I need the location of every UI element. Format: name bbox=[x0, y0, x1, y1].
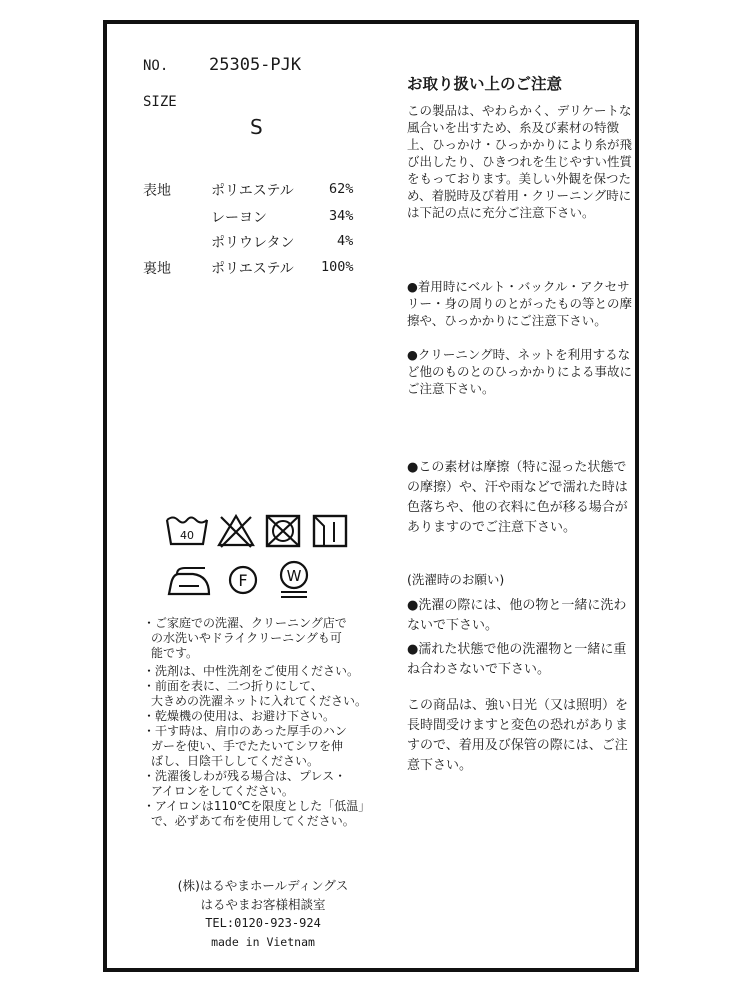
iron-low-icon bbox=[165, 564, 213, 600]
care-note-line: ・干す時は、肩巾のあった厚手のハン bbox=[143, 724, 347, 738]
care-note-line: の水洗いやドライクリーニングも可 bbox=[151, 631, 342, 645]
size-label: SIZE bbox=[143, 94, 177, 110]
company-name: (株)はるやまホールディングス bbox=[177, 878, 349, 893]
company-info bbox=[143, 876, 383, 952]
material-percent: 4% bbox=[337, 233, 354, 249]
country-of-origin: made in Vietnam bbox=[211, 935, 315, 949]
wash-tub-icon bbox=[165, 512, 209, 550]
material-fiber: ポリエステル bbox=[211, 261, 294, 277]
material-part: 表地 bbox=[143, 183, 171, 199]
size-value: S bbox=[250, 115, 263, 139]
no-bleach-icon bbox=[216, 512, 256, 550]
notice-friction-caution: ●この素材は摩擦（特に湿った状態での摩擦）や、汗や雨などで濡れた時は色落ちや、他の衣料に色が移る場合がありますのでご注意下さい。 bbox=[407, 460, 628, 535]
no-tumble-dry-icon bbox=[263, 512, 303, 550]
wet-clean-w-icon bbox=[275, 560, 313, 600]
care-note-line: 能です。 bbox=[151, 646, 199, 660]
care-note-line: ・乾燥機の使用は、お避け下さい。 bbox=[143, 709, 336, 723]
care-label bbox=[103, 20, 639, 972]
material-percent: 100% bbox=[321, 259, 354, 275]
care-note-line: 大きめの洗濯ネットに入れてください。 bbox=[151, 694, 368, 708]
care-note-line: ・洗剤は、中性洗剤をご使用ください。 bbox=[143, 664, 360, 678]
material-fiber: レーヨン bbox=[211, 210, 267, 226]
phone-number: TEL:0120-923-924 bbox=[205, 916, 321, 930]
material-percent: 62% bbox=[329, 181, 354, 197]
material-fiber: ポリウレタン bbox=[211, 235, 295, 251]
care-symbols-row-2 bbox=[165, 560, 313, 604]
care-note-line: ・アイロンは110℃を限度とした「低温」 bbox=[143, 799, 371, 813]
notice-wash-heading: (洗濯時のお願い) bbox=[407, 572, 505, 587]
wet-clean-letter: W bbox=[286, 567, 302, 585]
material-fiber: ポリエステル bbox=[211, 183, 294, 199]
dry-clean-letter: F bbox=[238, 571, 248, 590]
material-part: 裏地 bbox=[143, 261, 171, 277]
wash-temperature: 40 bbox=[180, 529, 194, 542]
care-instructions bbox=[143, 616, 393, 829]
care-note-line: アイロンをしてください。 bbox=[151, 784, 294, 798]
notice-intro: この製品は、やわらかく、デリケートな風合いを出すため、糸及び素材の特徴上、ひっかけ・ひっかかりにより糸が飛び出したり、ひきつれを生じやすい性質をもっております。美しい外観を保つため、着脱時及び着用・クリーニング時には下記の点に充分ご注意下さい。 bbox=[407, 103, 633, 220]
care-note-line: ばし、日陰干ししてください。 bbox=[151, 754, 320, 768]
notice-wet-stacking: ●濡れた状態で他の洗濯物と一緒に重ね合わさないで下さい。 bbox=[407, 642, 627, 677]
care-note-line: ・前面を表に、二つ折りにして、 bbox=[143, 679, 323, 693]
drip-dry-shade-icon bbox=[310, 512, 350, 550]
care-note-line: ・洗濯後しわが残る場合は、プレス・ bbox=[143, 769, 347, 783]
care-symbols-row-1 bbox=[165, 512, 350, 554]
notice-title: お取り扱い上のご注意 bbox=[407, 75, 563, 93]
no-label: NO. bbox=[143, 58, 169, 74]
care-note-line: で、必ずあて布を使用してください。 bbox=[151, 814, 355, 828]
material-percent: 34% bbox=[329, 208, 354, 224]
product-number: 25305-PJK bbox=[209, 55, 302, 75]
care-note-line: ガーを使い、手でたたいてシワを伸 bbox=[151, 739, 344, 753]
notice-wash-separately: ●洗濯の際には、他の物と一緒に洗わないで下さい。 bbox=[407, 598, 627, 633]
dry-clean-f-icon bbox=[224, 564, 262, 600]
notice-cleaning-caution: ●クリーニング時、ネットを利用するなど他のものとのひっかかりによる事故にご注意下さい。 bbox=[407, 347, 633, 396]
care-note-line: ・ご家庭での洗濯、クリーニング店で bbox=[143, 616, 347, 630]
notice-belt-caution: ●着用時にベルト・バックル・アクセサリー・身の周りのとがったもの等との摩擦や、ひっかかりにご注意下さい。 bbox=[407, 279, 633, 328]
notice-sunlight: この商品は、強い日光（又は照明）を長時間受けますと変色の恐れがありますので、着用及び保管の際には、ご注意下さい。 bbox=[407, 698, 629, 773]
customer-desk: はるやまお客様相談室 bbox=[200, 897, 326, 912]
